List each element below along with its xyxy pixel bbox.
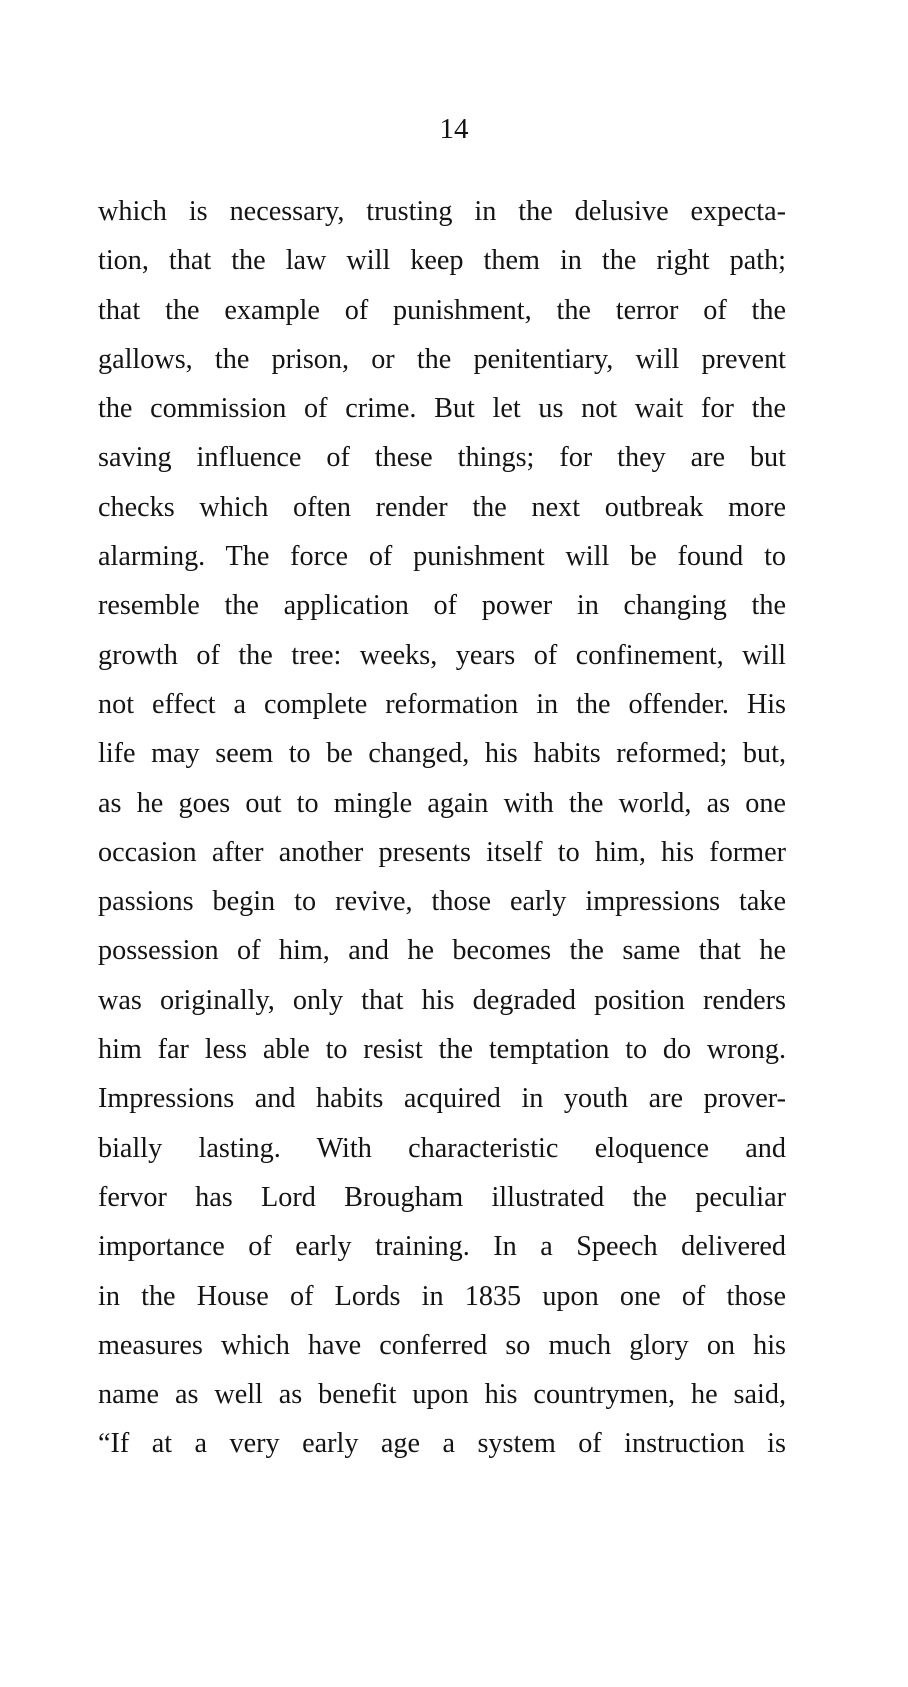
text-line: tion, that the law will keep them in the right path; (98, 245, 786, 277)
text-line: in the House of Lords in 1835 upon one of those (98, 1280, 786, 1312)
text-line: resemble the application of power in changing the (98, 590, 786, 622)
text-line: was originally, only that his degraded position renders (98, 984, 786, 1016)
text-line: growth of the tree: weeks, years of confinement, will (98, 639, 786, 671)
text-line: life may seem to be changed, his habits reformed; but, (98, 738, 786, 770)
text-line: importance of early training. In a Speech delivered (98, 1231, 786, 1263)
text-line: checks which often render the next outbreak more (98, 491, 786, 523)
text-line: Impressions and habits acquired in youth are prover- (98, 1083, 786, 1115)
text-line: that the example of punishment, the terror of the (98, 294, 786, 326)
body-text (98, 187, 786, 1469)
text-line: passions begin to revive, those early impressions take (98, 886, 786, 918)
text-line: as he goes out to mingle again with the world, as one (98, 787, 786, 819)
text-line: alarming. The force of punishment will be found to (98, 541, 786, 573)
text-line: gallows, the prison, or the penitentiary, will prevent (98, 343, 786, 375)
page-number: 14 (439, 113, 469, 145)
text-line: not effect a complete reformation in the offender. His (98, 688, 786, 720)
text-line: measures which have conferred so much glory on his (98, 1329, 786, 1361)
text-line: name as well as benefit upon his countrymen, he said, (98, 1379, 786, 1411)
text-line: occasion after another presents itself to him, his former (98, 836, 786, 868)
text-line: fervor has Lord Brougham illustrated the peculiar (98, 1181, 786, 1213)
text-line: “If at a very early age a system of instruction is (98, 1428, 786, 1460)
text-line: him far less able to resist the temptation to do wrong. (98, 1034, 786, 1066)
text-line: which is necessary, trusting in the delusive expecta- (98, 196, 786, 227)
text-line: the commission of crime. But let us not wait for the (98, 393, 786, 425)
text-line: saving influence of these things; for they are but (98, 442, 786, 474)
text-line: bially lasting. With characteristic eloquence and (98, 1132, 786, 1164)
text-line: possession of him, and he becomes the same that he (98, 935, 786, 967)
